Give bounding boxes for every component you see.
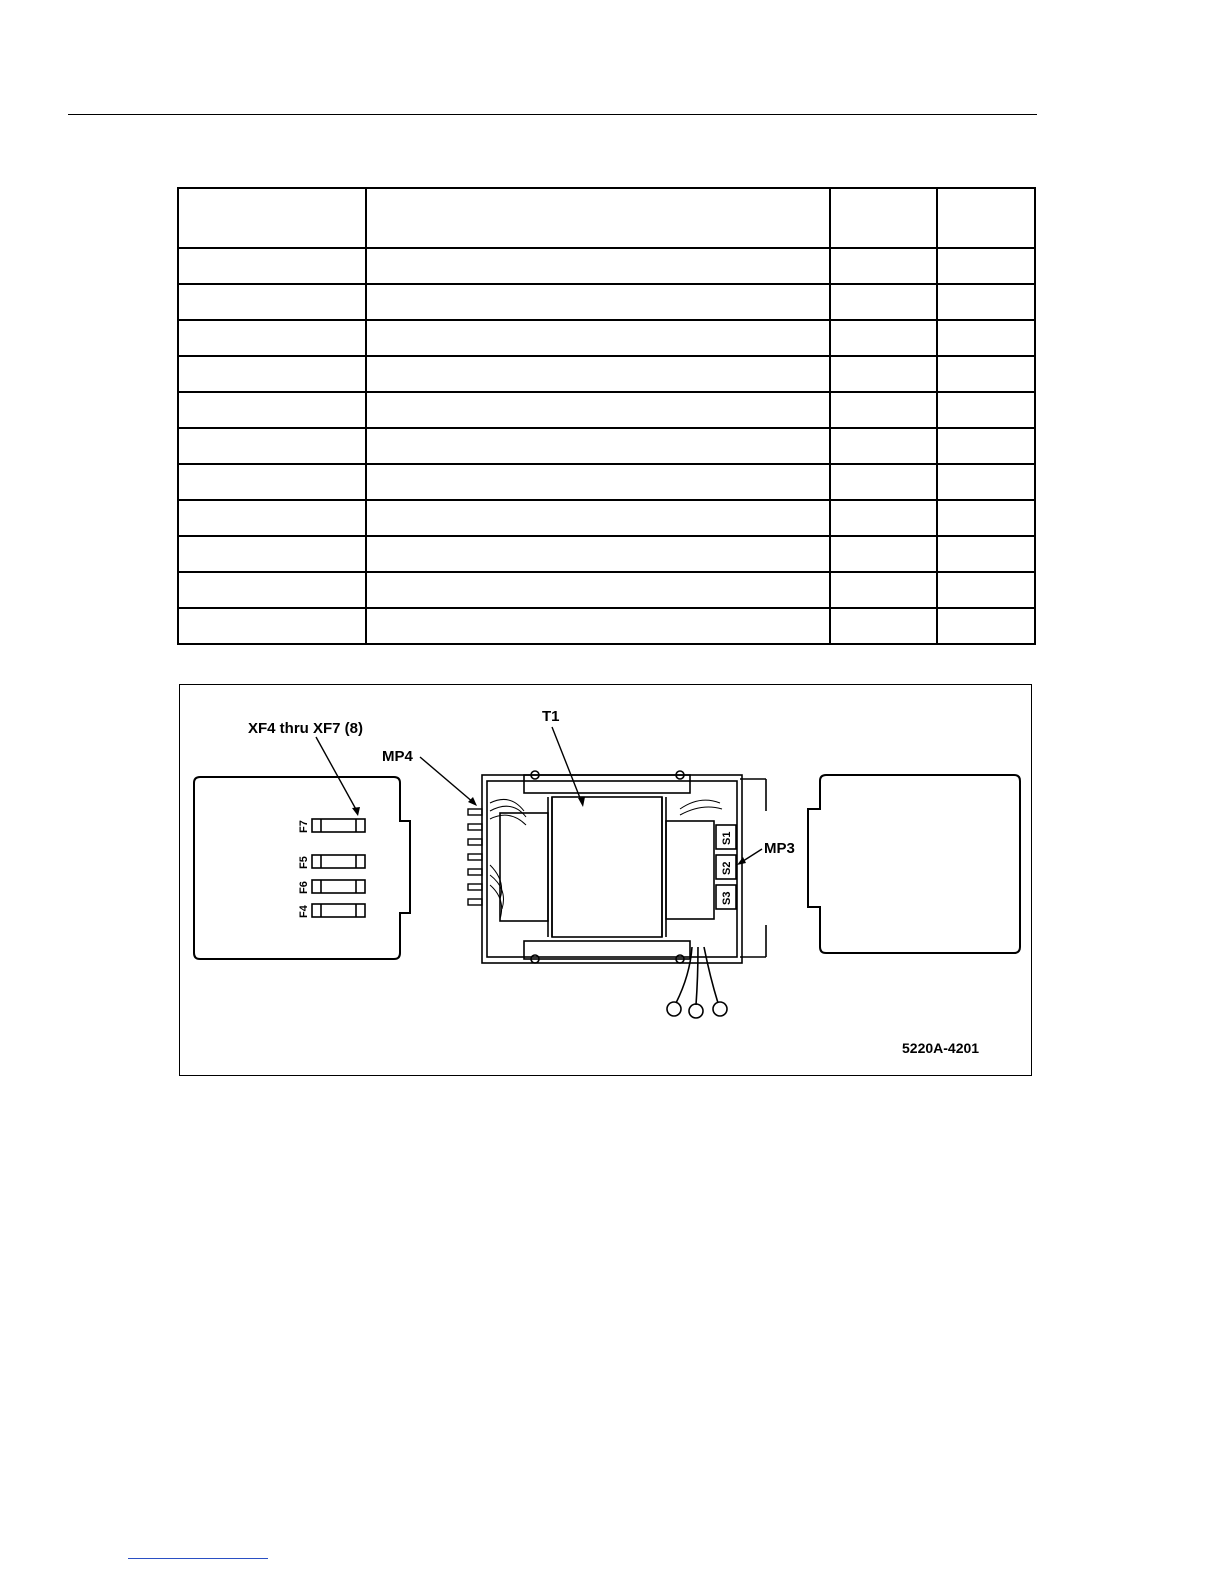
table-cell	[830, 320, 937, 356]
switch-label-s1: S1	[721, 831, 733, 845]
table-cell	[178, 284, 366, 320]
table-cell	[830, 284, 937, 320]
table-cell	[937, 248, 1035, 284]
table-cell	[937, 464, 1035, 500]
table-cell	[937, 536, 1035, 572]
table-cell	[937, 320, 1035, 356]
table-row	[178, 356, 1035, 392]
table-cell	[178, 464, 366, 500]
fuse-label-f4: F4	[298, 905, 310, 918]
table-cell	[830, 356, 937, 392]
wiring-harness	[490, 799, 722, 919]
fuse-holders	[312, 819, 365, 917]
table-cell	[178, 608, 366, 644]
table-cell	[178, 536, 366, 572]
table-cell	[830, 248, 937, 284]
table-cell	[830, 464, 937, 500]
table-cell	[366, 464, 830, 500]
table-cell	[366, 536, 830, 572]
table-cell	[366, 392, 830, 428]
table-cell	[366, 356, 830, 392]
table-row	[178, 284, 1035, 320]
table-row	[178, 248, 1035, 284]
table-cell	[178, 248, 366, 284]
switch-label-s2: S2	[721, 861, 733, 875]
table-cell	[937, 284, 1035, 320]
table-header-row	[178, 188, 1035, 248]
switch-label-s3: S3	[721, 891, 733, 905]
leader-t1	[552, 727, 582, 803]
table-cell	[937, 428, 1035, 464]
right-cover-panel	[808, 775, 1020, 953]
assembly-drawing	[180, 685, 1033, 1077]
fuse-label-f6: F6	[298, 881, 310, 894]
table-cell	[178, 392, 366, 428]
table-cell	[366, 428, 830, 464]
footer-rule	[128, 1558, 268, 1559]
table-cell	[178, 500, 366, 536]
table-row	[178, 428, 1035, 464]
table-cell	[366, 248, 830, 284]
table-cell	[830, 428, 937, 464]
table-cell	[830, 500, 937, 536]
callout-mp4: MP4	[382, 748, 413, 765]
header-cell	[830, 188, 937, 248]
header-cell	[937, 188, 1035, 248]
leader-mp4	[420, 757, 474, 803]
table-cell	[178, 320, 366, 356]
table-cell	[830, 392, 937, 428]
table-row	[178, 500, 1035, 536]
header-cell	[178, 188, 366, 248]
table-cell	[178, 428, 366, 464]
assembly-figure	[179, 684, 1032, 1076]
leader-fuse-holders	[316, 737, 358, 813]
parts-list-table	[177, 187, 1036, 645]
table-row	[178, 572, 1035, 608]
table-row	[178, 464, 1035, 500]
table-cell	[366, 500, 830, 536]
terminal-strip	[468, 809, 482, 905]
header-cell	[366, 188, 830, 248]
table-cell	[178, 356, 366, 392]
table-row	[178, 320, 1035, 356]
table-cell	[937, 500, 1035, 536]
table-cell	[830, 608, 937, 644]
table-cell	[366, 320, 830, 356]
table-cell	[937, 608, 1035, 644]
fuse-label-f7: F7	[298, 820, 310, 833]
table-row	[178, 608, 1035, 644]
table-cell	[937, 356, 1035, 392]
table-cell	[366, 284, 830, 320]
table-cell	[366, 572, 830, 608]
table-cell	[366, 608, 830, 644]
table-row	[178, 392, 1035, 428]
callout-t1: T1	[542, 708, 560, 725]
callout-mp3: MP3	[764, 840, 795, 857]
table-cell	[937, 392, 1035, 428]
table-cell	[830, 536, 937, 572]
table-cell	[178, 572, 366, 608]
table-row	[178, 536, 1035, 572]
callout-fuse-holders: XF4 thru XF7 (8)	[248, 720, 364, 737]
table-cell	[830, 572, 937, 608]
figure-id: 5220A-4201	[902, 1040, 980, 1056]
table-cell	[937, 572, 1035, 608]
header-rule	[68, 114, 1037, 115]
fuse-label-f5: F5	[298, 856, 310, 869]
